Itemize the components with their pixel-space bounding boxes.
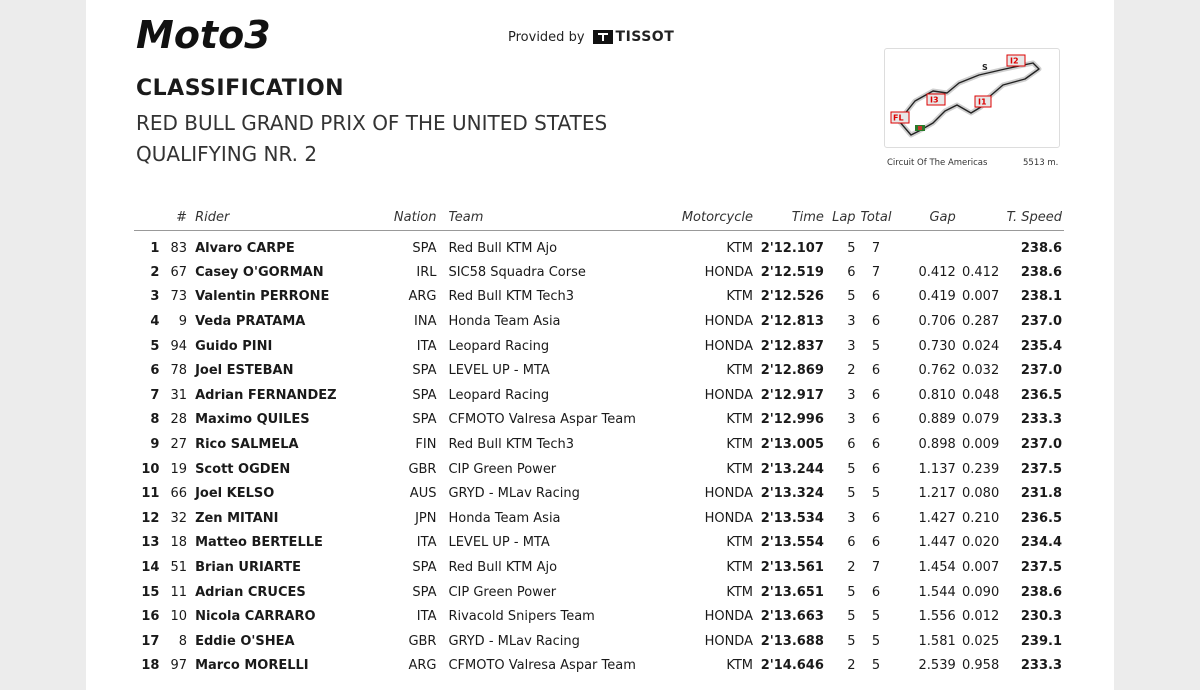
top-speed-cell: 237.5 <box>1020 559 1062 575</box>
col-nation: Nation <box>389 206 438 230</box>
motorcycle-cell: KTM <box>726 658 753 674</box>
motorcycle-cell: KTM <box>726 535 753 551</box>
rider-name-cell: Guido PINI <box>195 338 273 354</box>
tissot-cross-icon <box>593 30 613 44</box>
number-cell: 51 <box>170 559 188 575</box>
circuit-map <box>884 48 1060 148</box>
number-cell: 78 <box>170 363 188 379</box>
position-cell: 8 <box>150 412 160 428</box>
top-speed-cell: 231.8 <box>1020 486 1062 502</box>
table-row <box>134 309 1064 334</box>
gap-prev-cell: 0.020 <box>962 535 1000 551</box>
time-cell: 2'13.651 <box>760 584 824 600</box>
number-cell: 32 <box>170 510 188 526</box>
number-cell: 11 <box>170 584 188 600</box>
total-laps-cell: 6 <box>871 584 881 600</box>
gap-cell: 1.556 <box>918 609 956 625</box>
total-laps-cell: 5 <box>871 338 881 354</box>
col-team: Team <box>438 206 670 230</box>
table-row <box>134 432 1064 457</box>
rider-name-cell: Rico SALMELA <box>195 436 299 452</box>
gap-cell: 0.889 <box>918 412 956 428</box>
gap-prev-cell: 0.079 <box>962 412 1000 428</box>
team-cell: Honda Team Asia <box>448 510 561 526</box>
nation-cell: SPA <box>412 240 437 256</box>
number-cell: 27 <box>170 436 188 452</box>
gap-cell: 1.427 <box>918 510 956 526</box>
moto3-logo <box>136 14 322 54</box>
team-cell: Red Bull KTM Tech3 <box>448 436 575 452</box>
lap-cell: 5 <box>847 584 856 600</box>
nation-cell: AUS <box>409 486 437 502</box>
gap-prev-cell: 0.090 <box>962 584 1000 600</box>
page-title: CLASSIFICATION <box>136 76 345 101</box>
position-cell: 9 <box>150 436 160 452</box>
time-cell: 2'12.917 <box>760 387 824 403</box>
time-cell: 2'12.813 <box>760 313 824 329</box>
team-cell: CFMOTO Valresa Aspar Team <box>448 658 636 674</box>
team-cell: GRYD - MLav Racing <box>448 486 580 502</box>
number-cell: 18 <box>170 535 188 551</box>
sponsor-name: TISSOT <box>615 29 675 45</box>
gap-cell: 0.762 <box>918 363 956 379</box>
team-cell: CIP Green Power <box>448 584 557 600</box>
total-laps-cell: 6 <box>871 412 881 428</box>
position-cell: 3 <box>150 289 160 305</box>
position-cell: 7 <box>150 387 160 403</box>
col-gap-prev <box>958 206 1001 230</box>
nation-cell: JPN <box>415 510 437 526</box>
gap-prev-cell: 0.080 <box>962 486 1000 502</box>
team-cell: LEVEL UP - MTA <box>448 535 550 551</box>
rider-name-cell: Scott OGDEN <box>195 461 291 477</box>
lap-cell: 5 <box>847 633 856 649</box>
time-cell: 2'13.688 <box>760 633 824 649</box>
gap-cell <box>894 230 957 260</box>
rider-name-cell: Eddie O'SHEA <box>195 633 295 649</box>
lap-cell: 5 <box>847 486 856 502</box>
table-row <box>134 629 1064 654</box>
rider-name-cell: Veda PRATAMA <box>195 313 306 329</box>
rider-name-cell: Matteo BERTELLE <box>195 535 323 551</box>
nation-cell: SPA <box>412 412 437 428</box>
top-speed-cell: 234.4 <box>1020 535 1062 551</box>
team-cell: Red Bull KTM Tech3 <box>448 289 575 305</box>
gap-cell: 0.810 <box>918 387 956 403</box>
position-cell: 13 <box>141 535 160 551</box>
gap-prev-cell: 0.958 <box>962 658 1000 674</box>
rider-name-cell: Maximo QUILES <box>195 412 310 428</box>
svg-text:Moto3: Moto3 <box>136 14 271 54</box>
lap-cell: 3 <box>847 313 856 329</box>
nation-cell: FIN <box>415 436 437 452</box>
rider-name-cell: Casey O'GORMAN <box>195 264 324 280</box>
time-cell: 2'13.561 <box>760 559 824 575</box>
nation-cell: INA <box>414 313 437 329</box>
nation-cell: SPA <box>412 559 437 575</box>
lap-cell: 2 <box>847 363 856 379</box>
gap-prev-cell: 0.007 <box>962 559 1000 575</box>
time-cell: 2'12.526 <box>760 289 824 305</box>
position-cell: 12 <box>141 510 160 526</box>
total-laps-cell: 5 <box>871 486 881 502</box>
gap-prev-cell: 0.007 <box>962 289 1000 305</box>
track-outline-icon <box>885 49 1061 149</box>
nation-cell: IRL <box>416 264 437 280</box>
total-laps-cell: 5 <box>871 609 881 625</box>
top-speed-cell: 238.6 <box>1020 264 1062 280</box>
total-laps-cell: 6 <box>871 289 881 305</box>
rider-name-cell: Nicola CARRARO <box>195 609 316 625</box>
motorcycle-cell: KTM <box>726 240 753 256</box>
motorcycle-cell: KTM <box>726 412 753 428</box>
gap-cell: 1.454 <box>918 559 956 575</box>
position-cell: 1 <box>150 240 160 256</box>
motorcycle-cell: HONDA <box>704 264 753 280</box>
team-cell: Honda Team Asia <box>448 313 561 329</box>
table-row <box>134 457 1064 482</box>
motorcycle-cell: HONDA <box>704 609 753 625</box>
number-cell: 28 <box>170 412 188 428</box>
number-cell: 10 <box>170 609 188 625</box>
gap-cell: 0.706 <box>918 313 956 329</box>
lap-cell: 3 <box>847 412 856 428</box>
total-laps-cell: 7 <box>871 240 881 256</box>
motorcycle-cell: HONDA <box>704 387 753 403</box>
position-cell: 11 <box>141 486 160 502</box>
table-row <box>134 506 1064 531</box>
team-cell: CIP Green Power <box>448 461 557 477</box>
table-row <box>134 555 1064 580</box>
sponsor-line <box>508 29 674 45</box>
nation-cell: SPA <box>412 387 437 403</box>
col-top-speed: T. Speed <box>1001 206 1064 230</box>
gap-prev-cell: 0.412 <box>962 264 1000 280</box>
motorcycle-cell: HONDA <box>704 510 753 526</box>
motorcycle-cell: HONDA <box>704 338 753 354</box>
col-total: Total <box>858 206 895 230</box>
motorcycle-cell: KTM <box>726 584 753 600</box>
total-laps-cell: 5 <box>871 658 881 674</box>
top-speed-cell: 230.3 <box>1020 609 1062 625</box>
nation-cell: GBR <box>408 633 437 649</box>
position-cell: 14 <box>141 559 160 575</box>
top-speed-cell: 233.3 <box>1020 412 1062 428</box>
motorcycle-cell: KTM <box>726 363 753 379</box>
table-header-row <box>134 206 1064 230</box>
gap-cell: 1.447 <box>918 535 956 551</box>
motorcycle-cell: KTM <box>726 436 753 452</box>
gap-prev-cell: 0.239 <box>962 461 1000 477</box>
team-cell: Leopard Racing <box>448 338 550 354</box>
number-cell: 83 <box>170 240 188 256</box>
gap-cell: 0.898 <box>918 436 956 452</box>
table-row <box>134 285 1064 310</box>
time-cell: 2'13.244 <box>760 461 824 477</box>
total-laps-cell: 7 <box>871 559 881 575</box>
top-speed-cell: 237.0 <box>1020 363 1062 379</box>
team-cell: SIC58 Squadra Corse <box>448 264 586 280</box>
time-cell: 2'14.646 <box>760 658 824 674</box>
time-cell: 2'13.663 <box>760 609 824 625</box>
number-cell: 73 <box>170 289 188 305</box>
lap-cell: 5 <box>847 461 856 477</box>
number-cell: 66 <box>170 486 188 502</box>
time-cell: 2'12.996 <box>760 412 824 428</box>
lap-cell: 3 <box>847 387 856 403</box>
nation-cell: SPA <box>412 363 437 379</box>
motorcycle-cell: HONDA <box>704 313 753 329</box>
top-speed-cell: 238.6 <box>1020 240 1062 256</box>
gap-cell: 0.730 <box>918 338 956 354</box>
team-cell: Leopard Racing <box>448 387 550 403</box>
svg-text:I3: I3 <box>930 95 939 105</box>
svg-text:I1: I1 <box>978 97 987 107</box>
tissot-logo <box>593 29 675 45</box>
table-row <box>134 580 1064 605</box>
nation-cell: SPA <box>412 584 437 600</box>
team-cell: Red Bull KTM Ajo <box>448 240 558 256</box>
motorcycle-cell: HONDA <box>704 633 753 649</box>
lap-cell: 5 <box>847 240 856 256</box>
top-speed-cell: 239.1 <box>1020 633 1062 649</box>
position-cell: 10 <box>141 461 160 477</box>
motorcycle-cell: HONDA <box>704 486 753 502</box>
gap-prev-cell: 0.024 <box>962 338 1000 354</box>
time-cell: 2'13.554 <box>760 535 824 551</box>
position-cell: 17 <box>141 633 160 649</box>
motorcycle-cell: KTM <box>726 461 753 477</box>
number-cell: 19 <box>170 461 188 477</box>
gap-prev-cell: 0.287 <box>962 313 1000 329</box>
total-laps-cell: 6 <box>871 436 881 452</box>
rider-name-cell: Adrian FERNANDEZ <box>195 387 337 403</box>
gap-cell: 1.544 <box>918 584 956 600</box>
gap-cell: 0.419 <box>918 289 956 305</box>
time-cell: 2'12.869 <box>760 363 824 379</box>
col-lap: Lap <box>826 206 858 230</box>
rider-name-cell: Marco MORELLI <box>195 658 309 674</box>
gap-cell: 2.539 <box>918 658 956 674</box>
position-cell: 5 <box>150 338 160 354</box>
position-cell: 6 <box>150 363 160 379</box>
total-laps-cell: 6 <box>871 510 881 526</box>
gap-cell: 1.137 <box>918 461 956 477</box>
col-gap: Gap <box>894 206 957 230</box>
table-row <box>134 481 1064 506</box>
gap-cell: 0.412 <box>918 264 956 280</box>
time-cell: 2'13.324 <box>760 486 824 502</box>
col-pos <box>134 206 161 230</box>
total-laps-cell: 6 <box>871 363 881 379</box>
svg-text:S: S <box>982 63 988 72</box>
motorcycle-cell: KTM <box>726 559 753 575</box>
lap-cell: 2 <box>847 658 856 674</box>
top-speed-cell: 238.1 <box>1020 289 1062 305</box>
event-name: RED BULL GRAND PRIX OF THE UNITED STATES <box>136 111 608 135</box>
number-cell: 67 <box>170 264 188 280</box>
rider-name-cell: Alvaro CARPE <box>195 240 295 256</box>
number-cell: 8 <box>178 633 188 649</box>
table-row <box>134 334 1064 359</box>
gap-prev-cell: 0.012 <box>962 609 1000 625</box>
gap-prev-cell <box>958 230 1001 260</box>
lap-cell: 6 <box>847 264 856 280</box>
lap-cell: 6 <box>847 535 856 551</box>
lap-cell: 5 <box>847 609 856 625</box>
gap-prev-cell: 0.210 <box>962 510 1000 526</box>
col-number: # <box>161 206 193 230</box>
lap-cell: 3 <box>847 338 856 354</box>
gap-cell: 1.581 <box>918 633 956 649</box>
nation-cell: ITA <box>416 535 437 551</box>
time-cell: 2'13.005 <box>760 436 824 452</box>
position-cell: 18 <box>141 658 160 674</box>
gap-prev-cell: 0.032 <box>962 363 1000 379</box>
total-laps-cell: 6 <box>871 535 881 551</box>
table-row <box>134 604 1064 629</box>
gap-prev-cell: 0.025 <box>962 633 1000 649</box>
top-speed-cell: 238.6 <box>1020 584 1062 600</box>
total-laps-cell: 6 <box>871 387 881 403</box>
number-cell: 94 <box>170 338 188 354</box>
gap-prev-cell: 0.009 <box>962 436 1000 452</box>
team-cell: GRYD - MLav Racing <box>448 633 580 649</box>
table-row <box>134 408 1064 433</box>
total-laps-cell: 6 <box>871 313 881 329</box>
number-cell: 31 <box>170 387 188 403</box>
top-speed-cell: 237.0 <box>1020 436 1062 452</box>
position-cell: 2 <box>150 264 160 280</box>
team-cell: Rivacold Snipers Team <box>448 609 595 625</box>
position-cell: 16 <box>141 609 160 625</box>
svg-text:FL: FL <box>893 113 904 123</box>
total-laps-cell: 6 <box>871 461 881 477</box>
rider-name-cell: Adrian CRUCES <box>195 584 306 600</box>
lap-cell: 2 <box>847 559 856 575</box>
table-row <box>134 230 1064 260</box>
team-cell: LEVEL UP - MTA <box>448 363 550 379</box>
classification-table <box>134 206 1064 678</box>
top-speed-cell: 237.5 <box>1020 461 1062 477</box>
rider-name-cell: Brian URIARTE <box>195 559 302 575</box>
table-row <box>134 260 1064 285</box>
number-cell: 9 <box>178 313 188 329</box>
rider-name-cell: Joel KELSO <box>195 486 275 502</box>
table-row <box>134 531 1064 556</box>
total-laps-cell: 5 <box>871 633 881 649</box>
table-row <box>134 654 1064 679</box>
number-cell: 97 <box>170 658 188 674</box>
nation-cell: ITA <box>416 338 437 354</box>
circuit-name: Circuit Of The Americas <box>887 158 988 168</box>
time-cell: 2'12.837 <box>760 338 824 354</box>
svg-text:I2: I2 <box>1010 56 1019 66</box>
top-speed-cell: 237.0 <box>1020 313 1062 329</box>
time-cell: 2'12.107 <box>760 240 824 256</box>
col-time: Time <box>755 206 826 230</box>
table-row <box>134 358 1064 383</box>
table-row <box>134 383 1064 408</box>
gap-prev-cell: 0.048 <box>962 387 1000 403</box>
motorcycle-cell: KTM <box>726 289 753 305</box>
lap-cell: 6 <box>847 436 856 452</box>
total-laps-cell: 7 <box>871 264 881 280</box>
top-speed-cell: 236.5 <box>1020 510 1062 526</box>
session-name: QUALIFYING NR. 2 <box>136 142 318 166</box>
position-cell: 4 <box>150 313 160 329</box>
top-speed-cell: 233.3 <box>1020 658 1062 674</box>
rider-name-cell: Valentin PERRONE <box>195 289 330 305</box>
nation-cell: ARG <box>408 658 437 674</box>
rider-name-cell: Joel ESTEBAN <box>195 363 294 379</box>
provided-label: Provided by <box>508 29 585 45</box>
top-speed-cell: 236.5 <box>1020 387 1062 403</box>
lap-cell: 5 <box>847 289 856 305</box>
nation-cell: ITA <box>416 609 437 625</box>
position-cell: 15 <box>141 584 160 600</box>
nation-cell: ARG <box>408 289 437 305</box>
circuit-length: 5513 m. <box>1023 158 1059 168</box>
team-cell: Red Bull KTM Ajo <box>448 559 558 575</box>
col-rider: Rider <box>193 206 389 230</box>
nation-cell: GBR <box>408 461 437 477</box>
col-motorcycle: Motorcycle <box>671 206 755 230</box>
document-page <box>86 0 1114 690</box>
team-cell: CFMOTO Valresa Aspar Team <box>448 412 636 428</box>
time-cell: 2'13.534 <box>760 510 824 526</box>
rider-name-cell: Zen MITANI <box>195 510 279 526</box>
lap-cell: 3 <box>847 510 856 526</box>
gap-cell: 1.217 <box>918 486 956 502</box>
time-cell: 2'12.519 <box>760 264 824 280</box>
top-speed-cell: 235.4 <box>1020 338 1062 354</box>
